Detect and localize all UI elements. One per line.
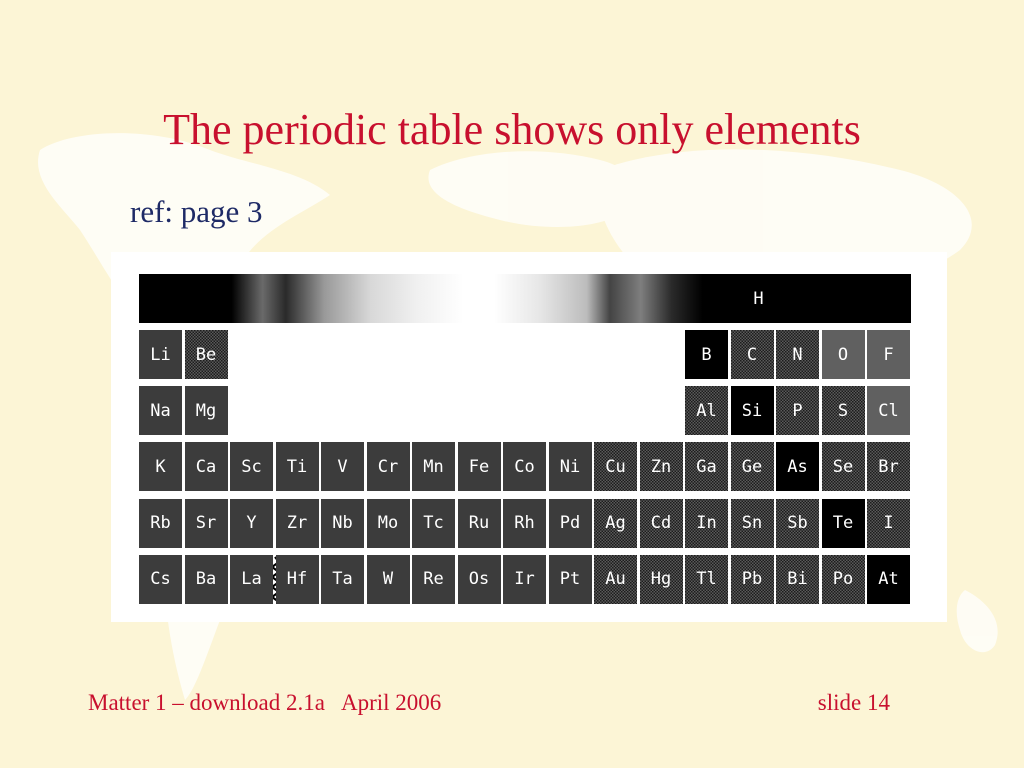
element-cell-o: O bbox=[822, 330, 865, 379]
element-cell-n: N bbox=[776, 330, 819, 379]
element-cell-mn: Mn bbox=[412, 442, 455, 491]
element-cell-mo: Mo bbox=[367, 499, 410, 548]
element-cell-sr: Sr bbox=[185, 499, 228, 548]
element-cell-pt: Pt bbox=[549, 555, 592, 604]
element-cell-cr: Cr bbox=[367, 442, 410, 491]
footer-course-info: Matter 1 – download 2.1a April 2006 bbox=[88, 690, 442, 715]
element-cell-br: Br bbox=[867, 442, 910, 491]
element-cell-li: Li bbox=[139, 330, 182, 379]
element-cell-tl: Tl bbox=[685, 555, 728, 604]
element-cell-be: Be bbox=[185, 330, 228, 379]
element-cell-ge: Ge bbox=[731, 442, 774, 491]
slide-title: The periodic table shows only elements bbox=[163, 105, 861, 154]
element-cell-bi: Bi bbox=[776, 555, 819, 604]
element-cell-ni: Ni bbox=[549, 442, 592, 491]
footer-slide-number: slide 14 bbox=[817, 690, 890, 715]
hydrogen-bar bbox=[139, 274, 911, 323]
element-cell-mg: Mg bbox=[185, 386, 228, 435]
element-cell-ga: Ga bbox=[685, 442, 728, 491]
element-cell-fe: Fe bbox=[458, 442, 501, 491]
element-cell-sn: Sn bbox=[731, 499, 774, 548]
element-cell-cd: Cd bbox=[640, 499, 683, 548]
element-cell-cu: Cu bbox=[594, 442, 637, 491]
element-cell-ti: Ti bbox=[276, 442, 319, 491]
element-cell-sc: Sc bbox=[230, 442, 273, 491]
element-cell-cl: Cl bbox=[867, 386, 910, 435]
element-cell-p: P bbox=[776, 386, 819, 435]
element-cell-k: K bbox=[139, 442, 182, 491]
element-cell-rb: Rb bbox=[139, 499, 182, 548]
element-cell-rh: Rh bbox=[503, 499, 546, 548]
element-cell-re: Re bbox=[412, 555, 455, 604]
element-cell-ag: Ag bbox=[594, 499, 637, 548]
element-cell-in: In bbox=[685, 499, 728, 548]
element-cell-cs: Cs bbox=[139, 555, 182, 604]
element-cell-s: S bbox=[822, 386, 865, 435]
element-cell-ca: Ca bbox=[185, 442, 228, 491]
element-cell-pb: Pb bbox=[731, 555, 774, 604]
element-cell-y: Y bbox=[230, 499, 273, 548]
element-cell-i: I bbox=[867, 499, 910, 548]
element-cell-ir: Ir bbox=[503, 555, 546, 604]
element-cell-hf: Hf bbox=[276, 555, 319, 604]
element-cell-au: Au bbox=[594, 555, 637, 604]
element-cell-pd: Pd bbox=[549, 499, 592, 548]
element-cell-nb: Nb bbox=[321, 499, 364, 548]
element-cell-co: Co bbox=[503, 442, 546, 491]
hydrogen-label: H bbox=[753, 288, 764, 309]
element-cell-te: Te bbox=[822, 499, 865, 548]
element-cell-at: At bbox=[867, 555, 910, 604]
element-cell-v: V bbox=[321, 442, 364, 491]
element-cell-ta: Ta bbox=[321, 555, 364, 604]
element-cell-po: Po bbox=[822, 555, 865, 604]
element-cell-tc: Tc bbox=[412, 499, 455, 548]
element-cell-sb: Sb bbox=[776, 499, 819, 548]
slide-subtitle: ref: page 3 bbox=[130, 194, 263, 229]
element-cell-ba: Ba bbox=[185, 555, 228, 604]
element-cell-c: C bbox=[731, 330, 774, 379]
element-cell-w: W bbox=[367, 555, 410, 604]
element-cell-se: Se bbox=[822, 442, 865, 491]
element-cell-hg: Hg bbox=[640, 555, 683, 604]
periodic-table bbox=[139, 274, 911, 605]
element-cell-ru: Ru bbox=[458, 499, 501, 548]
element-cell-as: As bbox=[776, 442, 819, 491]
element-cell-f: F bbox=[867, 330, 910, 379]
element-cell-zr: Zr bbox=[276, 499, 319, 548]
element-cell-b: B bbox=[685, 330, 728, 379]
element-cell-si: Si bbox=[731, 386, 774, 435]
element-cell-os: Os bbox=[458, 555, 501, 604]
element-cell-zn: Zn bbox=[640, 442, 683, 491]
element-cell-la: La bbox=[230, 555, 273, 604]
element-cell-al: Al bbox=[685, 386, 728, 435]
element-cell-na: Na bbox=[139, 386, 182, 435]
